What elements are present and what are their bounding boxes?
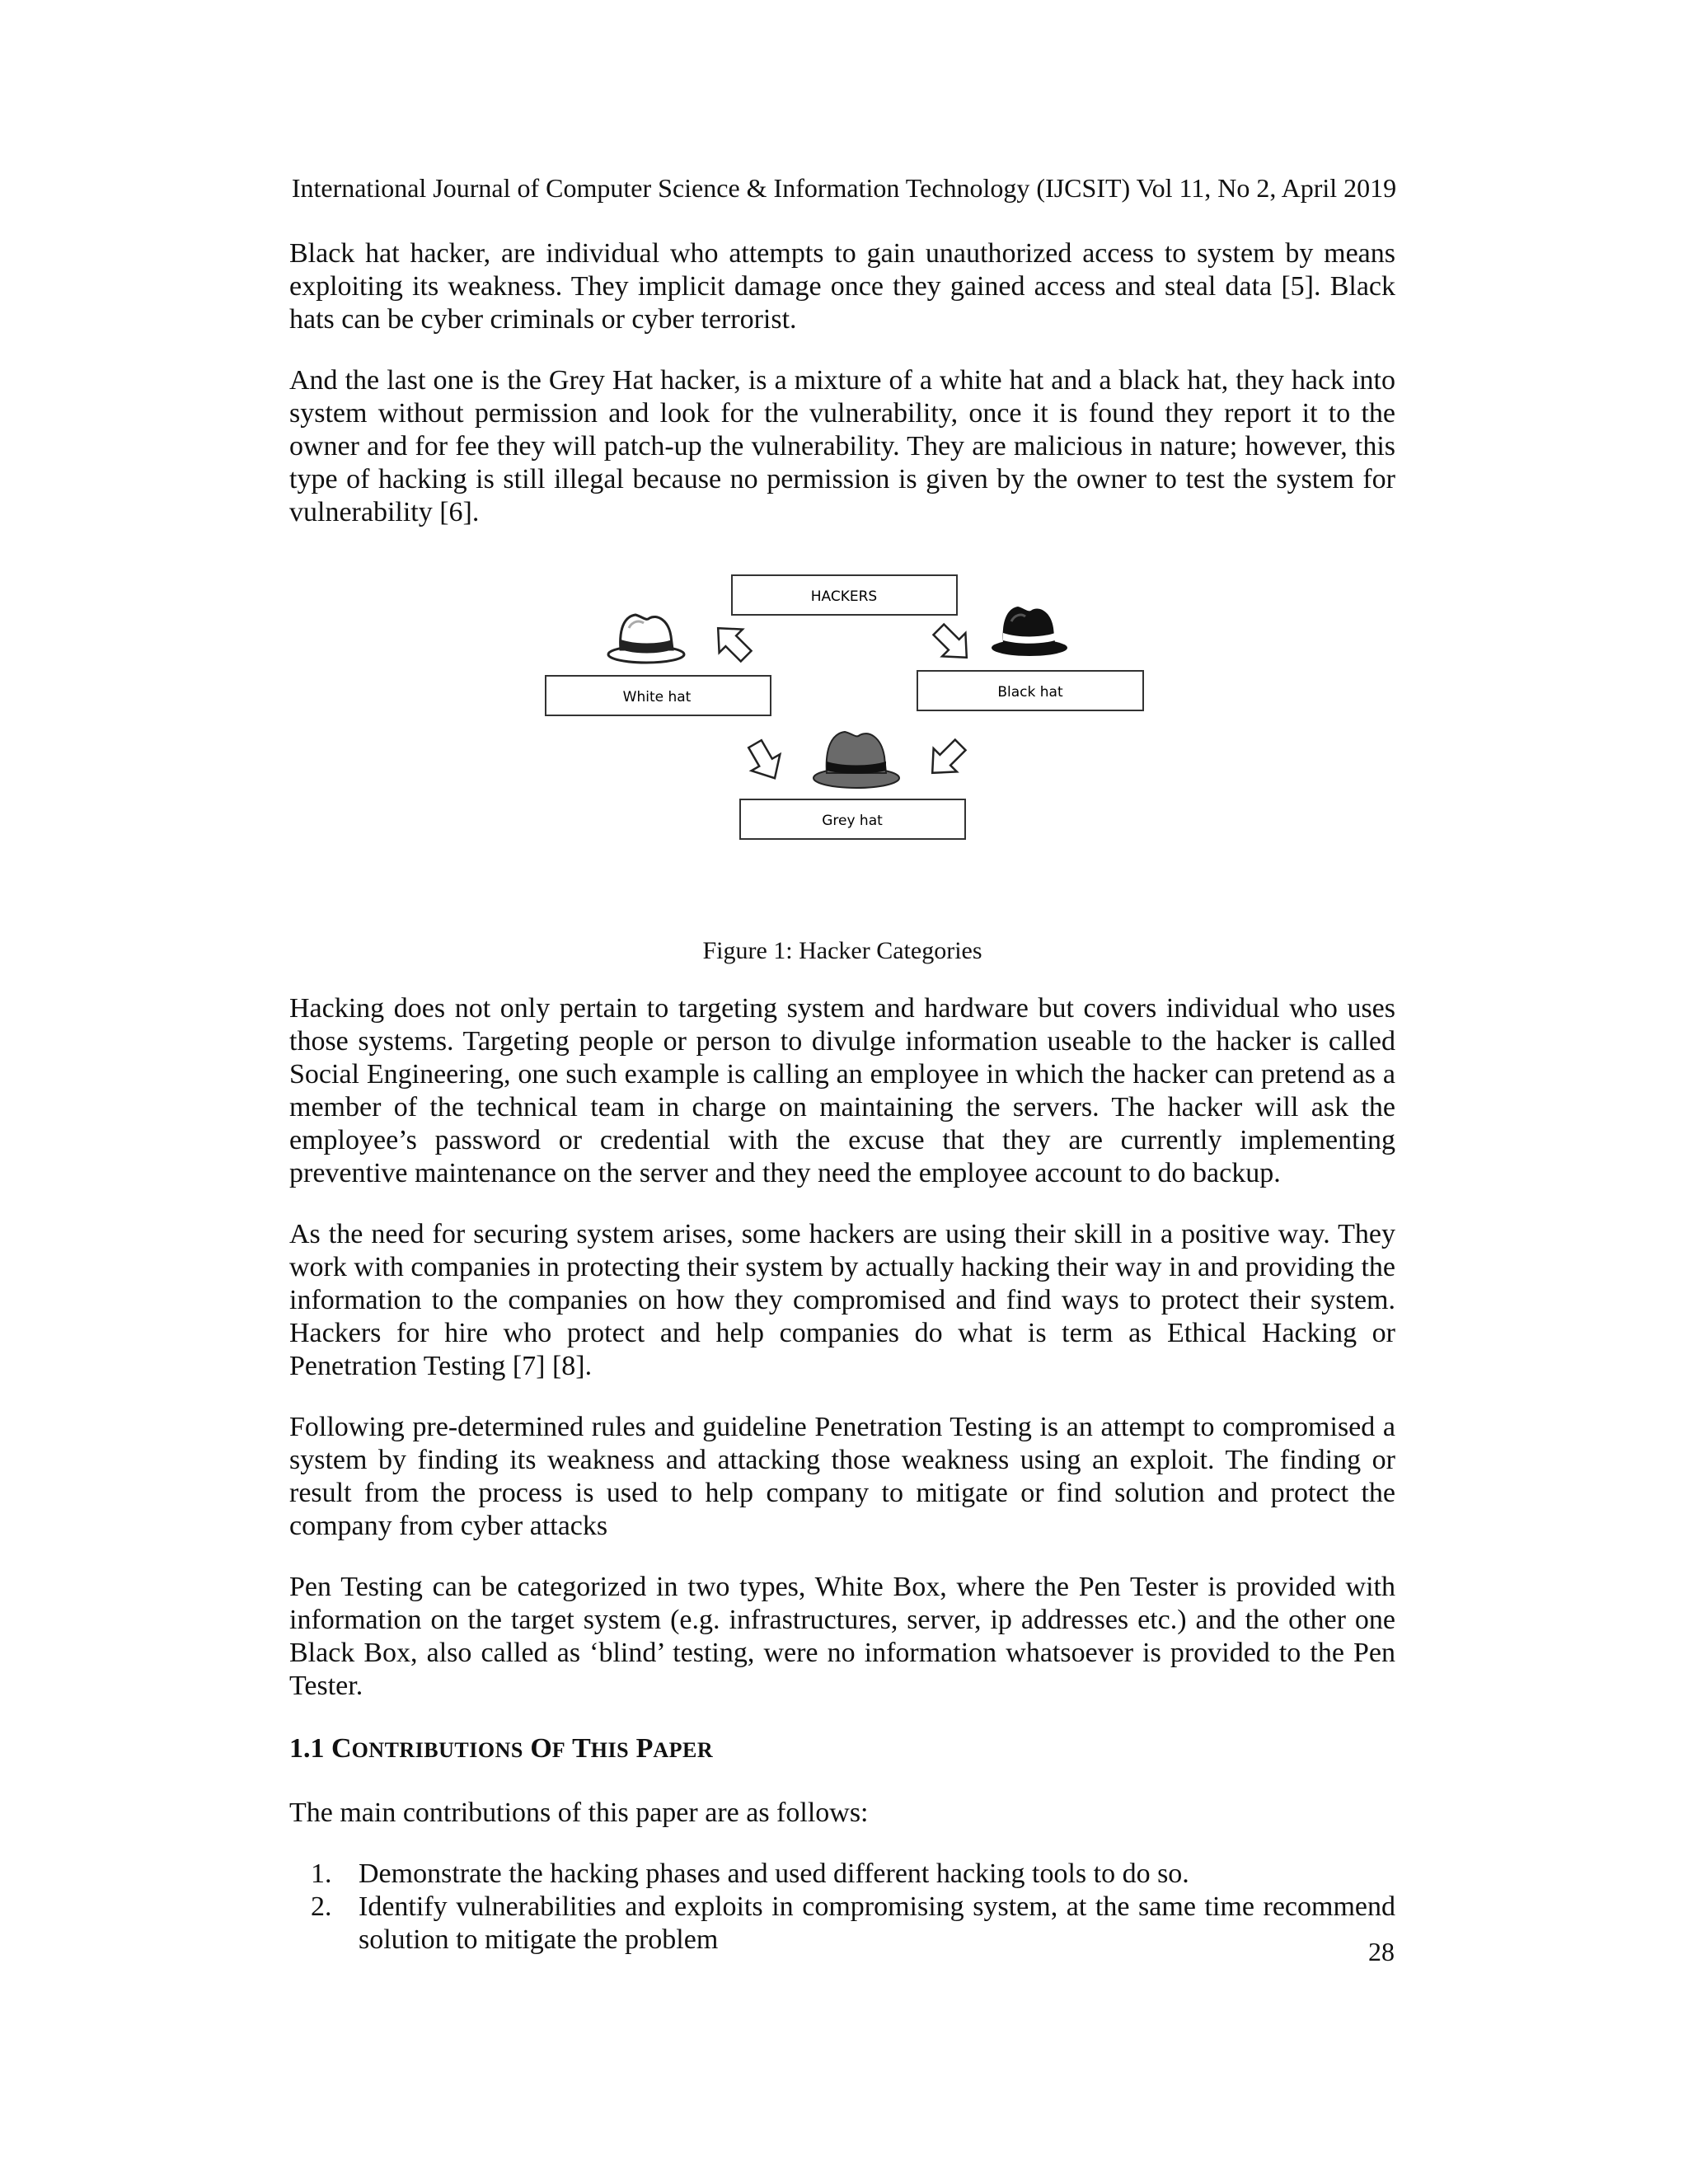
paragraph-ethical-hacking: As the need for securing system arises, some hackers are using their skill in a positive way. They work with companies in protecting their system by actually hacking their way in and providing the information to the companies on how they compromised and find ways to protect their system. Hackers for hire who protect and help companies do what is term as Ethical Hacking or Penetration Testing [7] [8]. [289, 1219, 1395, 1381]
list-item-number: 2. [311, 1891, 332, 1922]
arrow-to-white-hat-icon [706, 616, 757, 668]
paragraph-grey-hat: And the last one is the Grey Hat hacker, is a mixture of a white hat and a black hat, they hack into system without permission and look for the vulnerability, once it is found they report it to the owner and for fee they will patch-up the vulnerability. They are malicious in nature; however, this type of hacking is still illegal because no permission is given by the owner to test the system for vulnerability [6]. [289, 365, 1395, 527]
page-number: 28 [1368, 1937, 1395, 1966]
arrow-to-black-hat-icon [927, 618, 978, 669]
list-item-text: Identify vulnerabilities and exploits in compromising system, at the same time recommend solution to mitigate the problem [359, 1891, 1395, 1955]
arrow-black-to-grey-icon [921, 733, 972, 785]
figure-hacker-categories [289, 562, 1395, 921]
label-white-hat: White hat [622, 689, 692, 705]
page-body [289, 237, 1395, 1957]
section-word-1-rest: ONTRIBUTIONS [351, 1738, 523, 1762]
section-word-1-initial: C [331, 1733, 352, 1764]
section-word-4-rest: APER [653, 1738, 714, 1762]
paragraph-contrib-intro: The main contributions of this paper are as follows: [289, 1797, 869, 1828]
hacker-diagram [289, 562, 1395, 921]
section-word-2-rest: F [551, 1738, 566, 1762]
section-word-4-initial: P [635, 1733, 654, 1764]
arrow-white-to-grey-icon [741, 736, 790, 787]
list-item [289, 1858, 1395, 1891]
list-item [289, 1891, 1395, 1957]
section-number: 1.1 [289, 1733, 325, 1764]
list-item-number: 1. [311, 1858, 332, 1889]
section-word-3-rest: HIS [590, 1738, 630, 1762]
label-grey-hat: Grey hat [822, 813, 883, 829]
running-header: International Journal of Computer Science & Information Technology (IJCSIT) Vol 11, No 2, April 2019 [291, 173, 1397, 203]
white-hat-icon [608, 615, 684, 663]
section-heading [289, 1732, 1395, 1767]
list-item-text: Demonstrate the hacking phases and used different hacking tools to do so. [359, 1858, 1189, 1889]
black-hat-icon [992, 607, 1067, 656]
section-word-3-initial: T [572, 1733, 591, 1764]
paragraph-pen-types: Pen Testing can be categorized in two types, White Box, where the Pen Tester is provided with information on the target system (e.g. infrastructures, server, ip addresses etc.) and the other one Black Box, also called as ‘blind’ testing, were no information whatsoever is provided to the Pen Tester. [289, 1572, 1395, 1701]
section-word-2-initial: O [530, 1733, 552, 1764]
label-black-hat: Black hat [997, 684, 1063, 701]
label-hackers: HACKERS [810, 588, 878, 605]
paragraph-social-engineering: Hacking does not only pertain to targeting system and hardware but covers individual who uses those systems. Targeting people or person to divulge information useable to the hacker is called Social Engineering, one such example is calling an employee in which the hacker can pretend as a member of the technical team in charge on maintaining the servers. The hacker will ask the employee’s password or credential with the excuse that they are currently implementing preventive maintenance on the server and they need the employee account to do backup. [289, 993, 1395, 1188]
grey-hat-icon [814, 732, 899, 788]
contributions-list [289, 1858, 1395, 1957]
figure-caption: Figure 1: Hacker Categories [702, 937, 982, 964]
paragraph-pen-testing: Following pre-determined rules and guideline Penetration Testing is an attempt to compromised a system by finding its weakness and attacking those weakness using an exploit. The finding or result from the process is used to help company to mitigate or find solution and protect the company from cyber attacks [289, 1412, 1395, 1541]
paragraph-black-hat: Black hat hacker, are individual who attempts to gain unauthorized access to system by means exploiting its weakness. They implicit damage once they gained access and steal data [5]. Black hats can be cyber criminals or cyber terrorist. [289, 238, 1395, 335]
